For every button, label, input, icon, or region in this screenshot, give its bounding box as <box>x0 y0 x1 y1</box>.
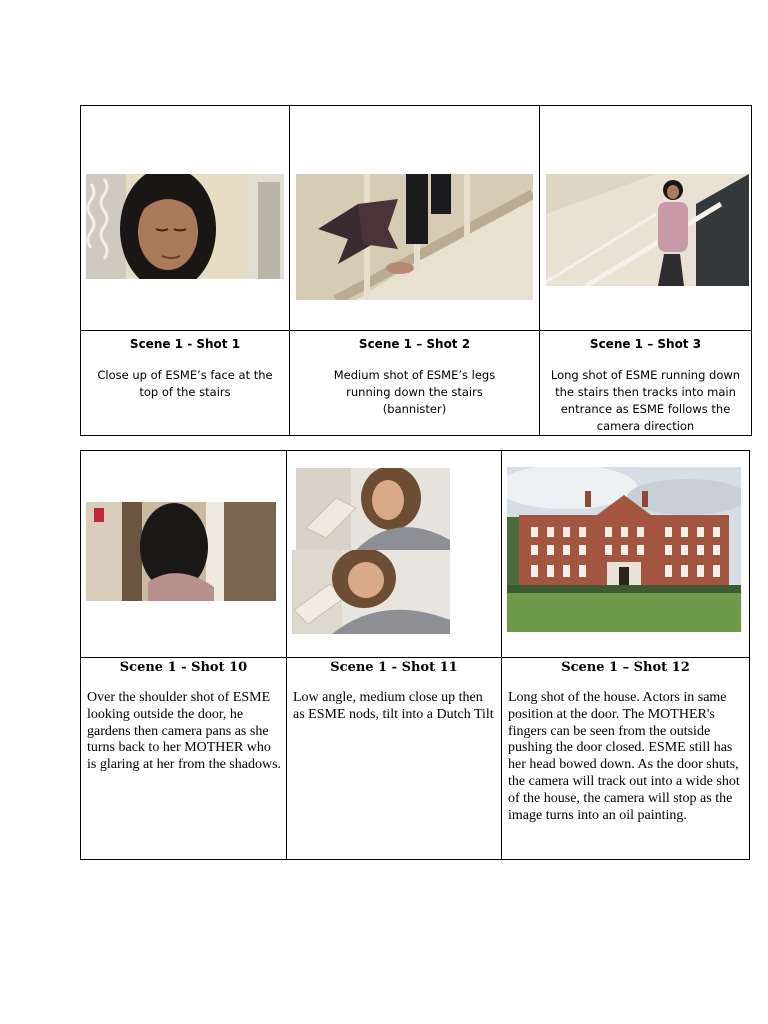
shot-1-image <box>86 174 284 279</box>
shot-title: Scene 1 - Shot 10 <box>119 660 248 675</box>
frame-cell <box>290 106 540 331</box>
shot-3-image <box>546 174 749 286</box>
shot-description: Over the shoulder shot of ESME looking outside the door, he gardens then camera pans as she turns back to her MOTHER who is glaring at her from the shadows. <box>87 690 282 773</box>
frame-cell <box>502 451 750 658</box>
shot-3-caption <box>540 331 752 436</box>
shot-2-image <box>296 174 533 300</box>
shot-description: Long shot of the house. Actors in same position at the door. The MOTHER's fingers can be seen from the outside pushing the door closed. ESME still has her head bowed down. As the door shuts, the camera will track out into a wide shot of the house, the camera will stop as the image turns into an oil painting. <box>508 690 740 823</box>
shot-12-caption <box>502 658 750 860</box>
shot-title: Scene 1 – Shot 2 <box>358 337 471 351</box>
shot-10-image <box>86 502 276 601</box>
shot-1-caption <box>81 331 290 436</box>
frame-cell <box>540 106 752 331</box>
storyboard-table-2 <box>80 450 750 860</box>
frame-cell <box>81 451 287 658</box>
frame-cell <box>287 451 502 658</box>
shot-11-image-b <box>292 550 450 634</box>
shot-12-image <box>507 467 741 632</box>
shot-11-image-a <box>296 468 450 550</box>
shot-description: Medium shot of ESME’s legs running down the stairs (bannister) <box>333 368 496 416</box>
shot-title: Scene 1 - Shot 11 <box>330 660 458 675</box>
frame-cell <box>81 106 290 331</box>
storyboard-table-1 <box>80 105 752 436</box>
shot-description: Close up of ESME’s face at the top of the stairs <box>97 368 273 399</box>
shot-description: Low angle, medium close up then as ESME nods, tilt into a Dutch Tilt <box>293 690 494 722</box>
shot-10-caption <box>81 658 287 860</box>
shot-11-caption <box>287 658 502 860</box>
shot-2-caption <box>290 331 540 436</box>
shot-title: Scene 1 - Shot 1 <box>129 337 241 351</box>
shot-title: Scene 1 – Shot 12 <box>561 660 690 675</box>
shot-title: Scene 1 – Shot 3 <box>589 337 702 351</box>
shot-description: Long shot of ESME running down the stairs then tracks into main entrance as ESME follows the camera direction <box>550 368 741 433</box>
